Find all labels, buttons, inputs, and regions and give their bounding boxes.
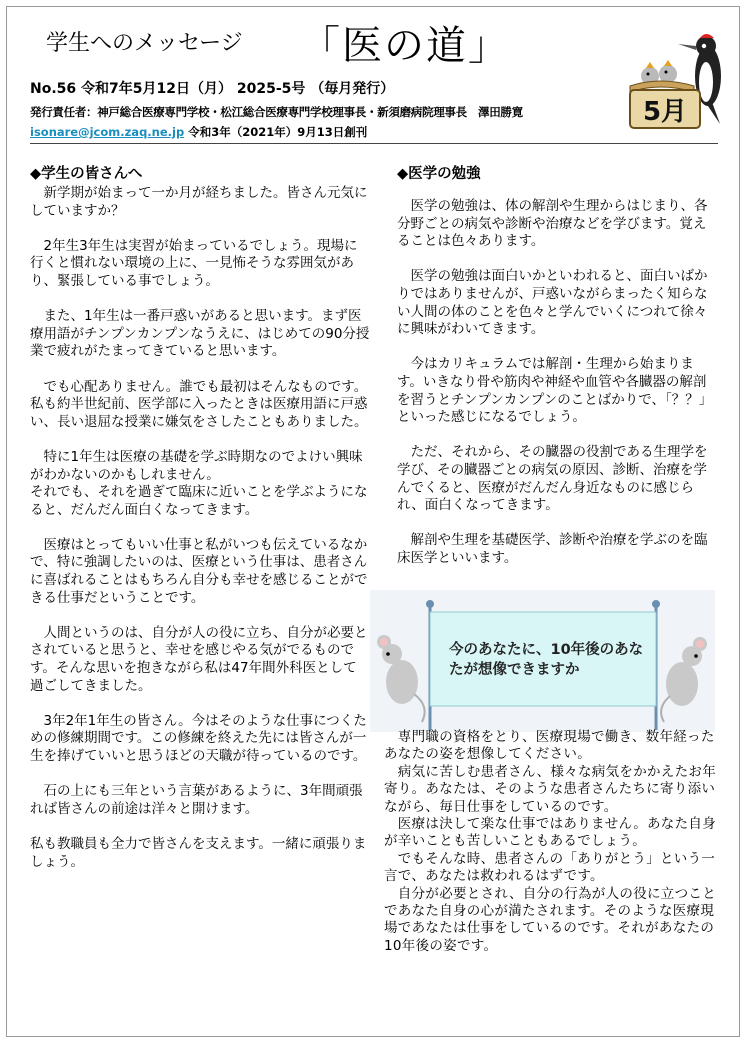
- future-column: [384, 729, 716, 955]
- email-link[interactable]: isonare@jcom.zaq.ne.jp: [30, 125, 185, 139]
- header-rule: [30, 143, 718, 144]
- future-paragraph: 病気に苦しむ患者さん、様々な病気をかかえたお年寄り。あなたは、そのような患者さんたちに寄り添いながら、毎日仕事をしているのです。: [384, 763, 717, 815]
- right-column: [397, 198, 717, 585]
- left-paragraph: 人間というのは、自分が人の役に立ち、自分が必要とされていると思うと、幸せを感じやる気がでるものです。そんな思いを抱きながら私は47年間外科医として過ごしてきました。: [30, 624, 368, 694]
- future-paragraph: でもそんな時、患者さんの「ありがとう」という一言で、あなたは救われるはずです。: [384, 850, 716, 885]
- banner-question: 今のあなたに、10年後のあなたが想像できますか: [449, 642, 644, 678]
- future-paragraph: 自分が必要とされ、自分の行為が人の役に立つことであなた自身の心が満たされます。そのような医療現場であなたは仕事をしているのです。それがあなたの10年後の姿です。: [384, 885, 717, 954]
- right-paragraph: 医学の勉強は、体の解剖や生理からはじまり、各分野ごとの病気や診断や治療などを学びます。覚えることは色々あります。: [397, 198, 708, 250]
- future-paragraph: 医療は決して楽な仕事ではありません。あなた自身が辛いことも苦しいこともあるでしょう。: [384, 816, 717, 850]
- left-paragraph: 医療はとってもいい仕事と私がいつも伝えているなかで、特に強調したいのは、医療という仕事は、患者さんに喜ばれることはもちろん自分も幸せを感じることができる仕事だということです。: [30, 536, 368, 606]
- founded-date: 令和3年（2021年）9月13日創刊: [188, 125, 368, 139]
- right-paragraph: 解剖や生理を基礎医学、診断や治療を学ぶのを臨床医学といいます。: [397, 532, 708, 566]
- newsletter-subtitle: 学生へのメッセージ: [46, 31, 243, 56]
- newsletter-title: 「医の道」: [300, 23, 510, 69]
- month-badge-label: 5月: [642, 97, 688, 127]
- left-paragraph: 新学期が始まって一か月が経ちました。皆さん元気にしていますか？: [30, 185, 368, 219]
- left-paragraph: また、1年生は一番戸惑いがあると思います。まず医療用語がチンプンカンプンなうえに、はじめての90分授業で疲れがたまってきていると思います。: [30, 308, 370, 360]
- left-paragraph: 特に1年生は医療の基礎を学ぶ時期なのでよけい興味がわかないのかもしれません。 それでも、それを過ぎて臨床に近いことを学ぶようになると、だんだん面白くなってきます。: [30, 448, 368, 518]
- left-section-heading: ◆学生の皆さんへ: [30, 166, 143, 182]
- contact-line: [30, 124, 367, 140]
- left-paragraph: でも心配ありません。誰でも最初はそんなものです。私も約半世紀前、医学部に入ったときは医療用語に戸惑い、長い退屈な授業に嫌気をさしたこともありました。: [30, 378, 368, 430]
- left-column: [30, 185, 370, 889]
- future-paragraph: 専門職の資格をとり、医療現場で働き、数年経ったあなたの姿を想像してください。: [384, 729, 715, 763]
- left-paragraph: 私も教職員も全力で皆さんを支えます。一緒に頑張りましょう。: [30, 835, 367, 870]
- publisher-line: 発行責任者：神戸総合医療専門学校・松江総合医療専門学校理事長・新須磨病院理事長 澤田勝寛: [30, 105, 523, 119]
- right-paragraph: ただ、それから、その臓器の役割である生理学を学び、その臓器ごとの病気の原因、診断、治療を学んでくると、医療がだんだん身近なものに感じられ、面白くなってきます。: [397, 444, 708, 514]
- issue-line: No.56 令和7年5月12日（月） 2025-5号 （毎月発行）: [30, 81, 395, 97]
- left-paragraph: 3年2年1年生の皆さん。今はそのような仕事につくための修練期間です。この修練を終えた先には皆さんが一生を捧げていいと思うほどの天職が待っているのです。: [30, 712, 367, 764]
- right-paragraph: 医学の勉強は面白いかといわれると、面白いばかりではありませんが、戸惑いながらまったく知らない人間の体のことを色々と学んでいくにつれて徐々に興味がわいてきます。: [397, 268, 708, 338]
- right-section-heading: ◆医学の勉強: [397, 166, 481, 182]
- left-paragraph: 2年生3年生は実習が始まっているでしょう。現場に行くと慣れない環境の上に、一見怖そうな雰囲気があり、緊張している事でしょう。: [30, 237, 358, 289]
- woodpecker-month-badge: [620, 24, 732, 136]
- left-paragraph: 石の上にも三年という言葉があるように、3年間頑張れば皆さんの前途は洋々と開けます。: [30, 783, 363, 817]
- right-paragraph: 今はカリキュラムでは解剖・生理から始まります。いきなり骨や筋肉や神経や血管や各臓器の解剖を習うとチンプンカンプンのことばかりで、「？？」といった感じになるでしょう。: [397, 356, 713, 426]
